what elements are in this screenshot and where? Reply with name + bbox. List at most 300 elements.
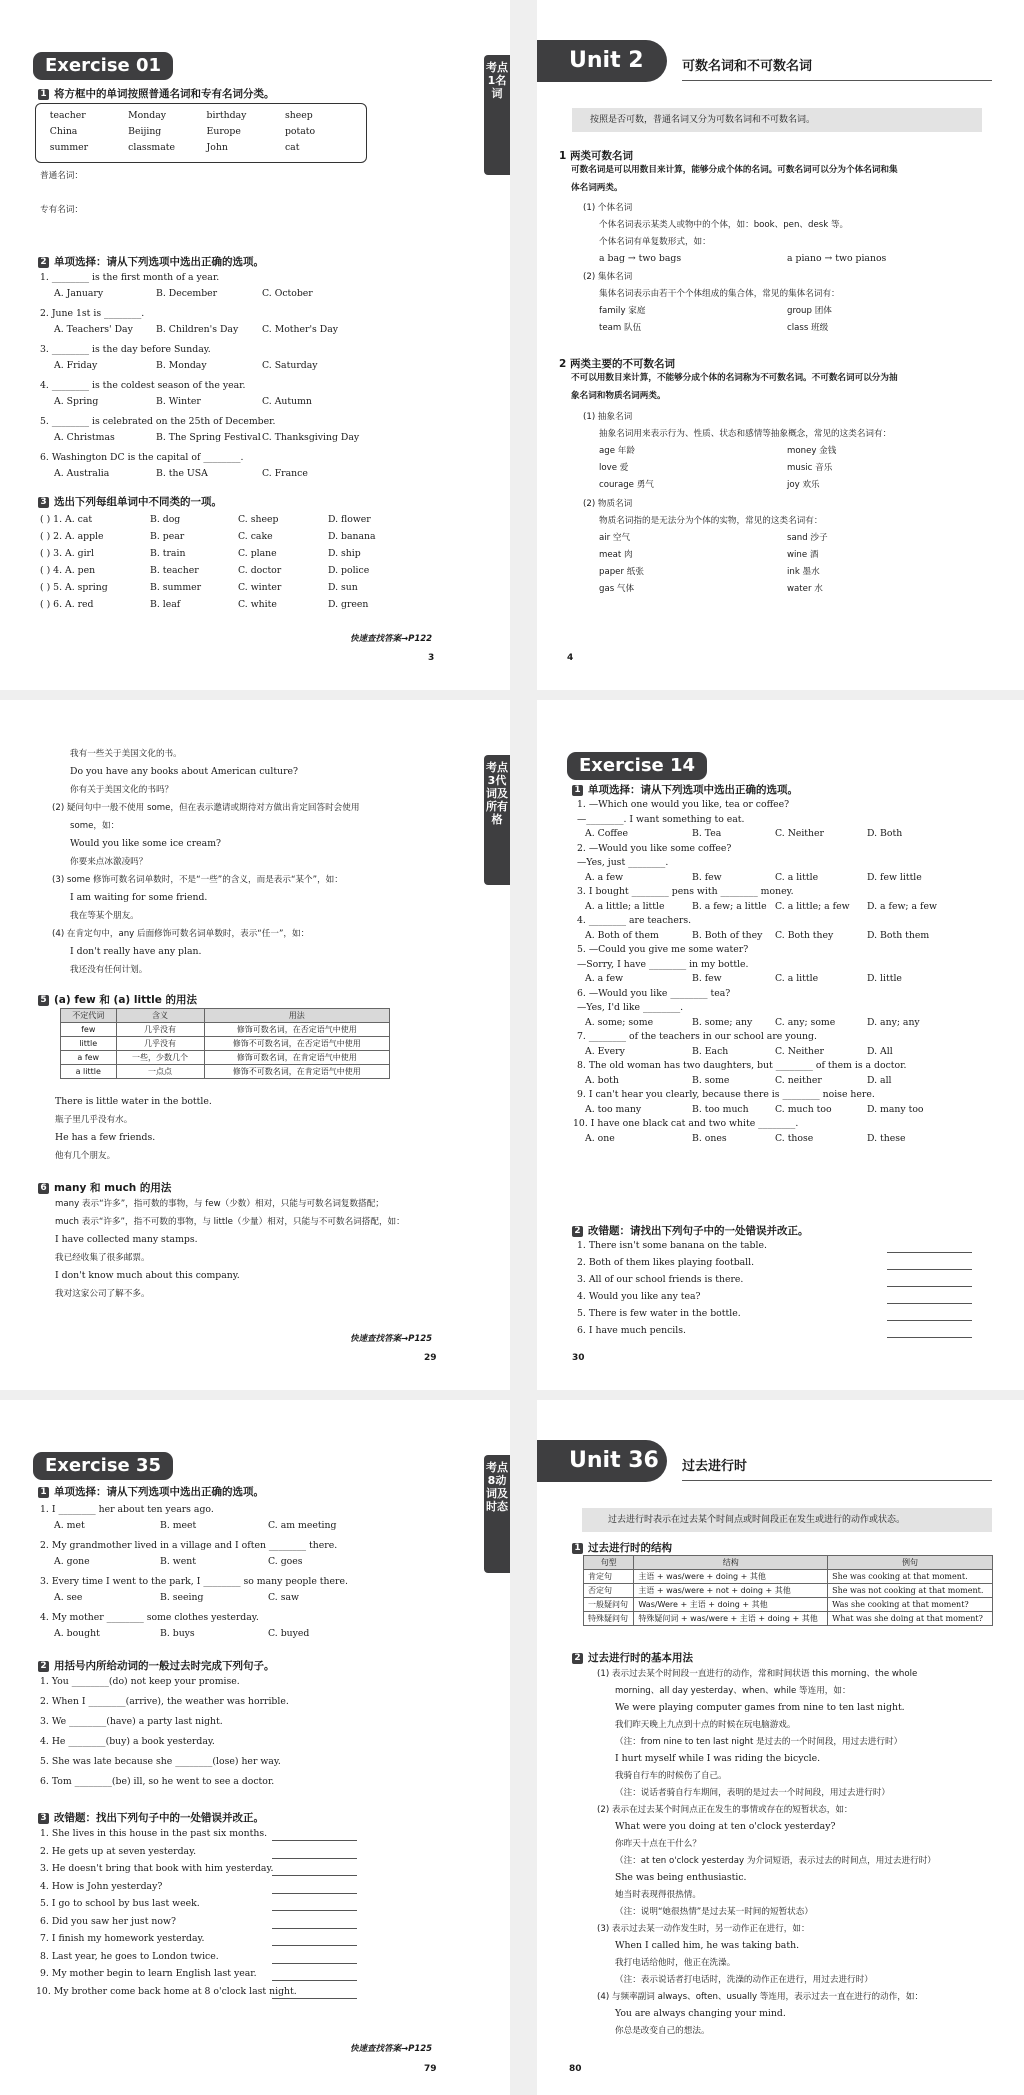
page-exercise-35	[0, 1400, 510, 2095]
answer-option: A. Both of them	[585, 929, 659, 941]
answer-link[interactable]: 快速查找答案→P125	[350, 2044, 433, 2054]
error-sentence: 3. He doesn't bring that book with him yesterday.	[40, 1863, 274, 1874]
odd-option: ( ) 6. A. red	[40, 599, 94, 610]
answer-option: C. a little	[775, 973, 819, 984]
chapter-tab: 考点8动词及时态	[484, 1455, 510, 1573]
answer-option: A. January	[54, 288, 104, 299]
answer-option: D. many too	[867, 1103, 924, 1115]
word-cell: China	[49, 126, 78, 137]
text-line: （注：说明“她很热情”是过去某一时间的短暂状态）	[615, 1907, 813, 1917]
table-cell: a few	[61, 1051, 117, 1065]
odd-option: D. police	[328, 565, 370, 576]
table-cell: Was she cooking at that moment?	[828, 1598, 993, 1612]
example-line: He has a few friends.	[55, 1132, 156, 1143]
question-stem: —Yes, just ________.	[577, 857, 669, 868]
page-29	[0, 700, 510, 1390]
example-term: wine 酒	[787, 550, 819, 560]
answer-option: B. December	[156, 288, 218, 299]
example-term: family 家庭	[599, 306, 646, 316]
question-stem: —Sorry, I have ________ in my bottle.	[577, 958, 749, 970]
fill-sentence: 1. You ________(do) not keep your promise.	[40, 1676, 240, 1687]
example-term: gas 气体	[599, 584, 635, 594]
odd-option: B. summer	[150, 582, 202, 593]
table-header-cell: 不定代词	[61, 1009, 117, 1023]
answer-option: D. few little	[867, 871, 922, 883]
page-number: 29	[424, 1353, 437, 1363]
text-line: 我已经收集了很多邮票。	[55, 1253, 150, 1263]
text-line: （注：说话者骑自行车期间，表明的是过去一个时间段，用过去进行时）	[615, 1788, 891, 1798]
answer-option: A. Coffee	[585, 828, 628, 839]
unit-title: 过去进行时	[682, 1459, 748, 1474]
answer-option: B. Winter	[156, 396, 201, 407]
table-cell: She was cooking at that moment.	[828, 1570, 993, 1584]
error-sentence: 10. My brother come back home at 8 o'clock last night.	[36, 1985, 297, 1997]
example-term: meat 肉	[599, 550, 633, 560]
answer-option: B. few	[692, 973, 722, 984]
example-term: courage 勇气	[599, 480, 654, 490]
odd-option: ( ) 2. A. apple	[40, 531, 104, 542]
odd-option: D. flower	[328, 514, 371, 525]
example-line: There is little water in the bottle.	[55, 1096, 212, 1107]
answer-option: B. The Spring Festival	[156, 432, 261, 443]
table-header-cell: 例句	[828, 1556, 993, 1570]
answer-option: A. gone	[54, 1556, 90, 1567]
answer-line[interactable]	[887, 1269, 972, 1270]
section-1-heading: 1 将方框中的单词按照普通名词和专有名词分类。	[38, 86, 275, 101]
word-cell: potato	[284, 126, 316, 137]
answer-option: A. met	[54, 1520, 85, 1531]
odd-option: C. sheep	[238, 514, 279, 525]
usage-heading: (3) 表示过去某一动作发生时，另一动作正在进行，如：	[597, 1924, 810, 1934]
text-line: What were you doing at ten o'clock yesterday?	[615, 1821, 836, 1832]
example-term: paper 纸张	[599, 567, 644, 577]
text-line: （注：at ten o'clock yesterday 为介词短语，表示过去的时间点，用过去进行时）	[615, 1856, 936, 1866]
answer-option: C. Thanksgiving Day	[262, 432, 360, 443]
answer-option: B. buys	[160, 1628, 195, 1639]
example-term: music 音乐	[787, 463, 833, 473]
text-line: 个体名词有单复数形式，如：	[599, 237, 711, 247]
text-line: Would you like some ice cream?	[70, 838, 221, 849]
answer-option: C. those	[775, 1132, 814, 1144]
answer-option: C. Neither	[775, 1045, 824, 1057]
question-stem: 1. I ________ her about ten years ago.	[40, 1504, 214, 1515]
definition-line: 可数名词是可以用数目来计算，能够分成个体的名词。可数名词可以分为个体名词和集	[571, 165, 898, 175]
answer-option: B. some	[692, 1074, 730, 1086]
example-term: sand 沙子	[787, 533, 828, 543]
error-sentence: 4. How is John yesterday?	[40, 1880, 163, 1892]
answer-link[interactable]: 快速查找答案→P125	[350, 1334, 433, 1344]
answer-line[interactable]	[272, 1998, 357, 1999]
text-line: I hurt myself while I was riding the bicycle.	[615, 1753, 821, 1764]
example-term: team 队伍	[599, 323, 642, 333]
answer-option: C. buyed	[268, 1628, 310, 1639]
answer-option: B. Children's Day	[156, 324, 239, 335]
question-stem: 6. Washington DC is the capital of ________.	[40, 452, 244, 463]
answer-option: D. any; any	[867, 1016, 920, 1028]
answer-option: C. much too	[775, 1103, 832, 1115]
answer-line[interactable]	[272, 1910, 357, 1911]
answer-line[interactable]	[272, 1945, 357, 1946]
answer-option: C. Both they	[775, 929, 834, 941]
answer-option: A. bought	[54, 1628, 100, 1639]
question-stem: 5. —Could you give me some water?	[577, 944, 749, 955]
table-cell: 特殊疑问词 + was/were + 主语 + doing + 其他	[634, 1612, 828, 1626]
text-line: many 表示“许多”，指可数的事物，与 few（少数）相对，只能与可数名词复数搭配；	[55, 1199, 384, 1209]
usage-table	[60, 1008, 390, 1079]
answer-link[interactable]: 快速查找答案→P122	[350, 634, 433, 644]
odd-option: ( ) 4. A. pen	[40, 565, 96, 576]
answer-option: A. too many	[585, 1103, 642, 1115]
odd-option: C. plane	[238, 548, 277, 559]
answer-line[interactable]	[887, 1286, 972, 1287]
answer-option: C. Neither	[775, 828, 824, 839]
word-cell: John	[206, 142, 228, 153]
question-stem: 6. —Would you like ________ tea?	[577, 987, 731, 999]
question-stem: 5. ________ is celebrated on the 25th of December.	[40, 416, 276, 427]
text-line: I am waiting for some friend.	[70, 892, 208, 903]
text-line: （注：表示说话者打电话时，洗澡的动作正在进行，用过去进行时）	[615, 1975, 873, 1985]
title-underline	[682, 80, 992, 81]
unit-number: Unit 2	[537, 40, 667, 82]
text-line: 集体名词表示由若干个个体组成的集合体，常见的集体名词有：	[599, 289, 840, 299]
table-cell: 一些，少数几个	[116, 1051, 204, 1065]
answer-option: B. few	[692, 871, 722, 883]
error-sentence: 8. Last year, he goes to London twice.	[40, 1950, 219, 1962]
exercise-badge: Exercise 14	[567, 752, 707, 780]
exercise-badge: Exercise 01	[33, 52, 173, 80]
example-line: 他有几个朋友。	[55, 1151, 116, 1161]
question-stem: 8. The old woman has two daughters, but ________ of them is a doctor.	[577, 1060, 907, 1071]
usage-heading: (4) 与频率副词 always、often、usually 等连用，表示过去一直在进行的动作，如：	[597, 1992, 924, 2002]
usage-heading: (1) 表示过去某个时间段一直进行的动作，常和时间状语 this morning、the whole	[597, 1669, 918, 1679]
answer-option: D. little	[867, 973, 902, 984]
section-2-heading: 2 两类主要的不可数名词	[559, 358, 675, 370]
section-1-heading: 1 两类可数名词	[559, 150, 633, 162]
text-line: 我有一些关于美国文化的书。	[70, 749, 182, 759]
common-noun-label: 普通名词：	[40, 171, 83, 181]
text-line: 你要来点冰激凌吗？	[70, 857, 148, 867]
text-line: 我对这家公司了解不多。	[55, 1289, 150, 1299]
example-term: age 年龄	[599, 446, 635, 456]
answer-line[interactable]	[272, 1893, 357, 1894]
section-3-heading: 3 选出下列每组单词中不同类的一项。	[38, 494, 222, 509]
answer-option: A. Australia	[54, 468, 110, 479]
text-line: She was being enthusiastic.	[615, 1872, 747, 1883]
answer-option: B. Each	[692, 1045, 729, 1057]
definition-line: 体名词两类。	[571, 183, 623, 193]
odd-option: B. train	[150, 548, 186, 559]
text-line: We were playing computer games from nine to ten last night.	[615, 1702, 905, 1713]
error-sentence: 6. Did you saw her just now?	[40, 1915, 176, 1927]
question-stem: 4. My mother ________ some clothes yesterday.	[40, 1612, 259, 1623]
table-cell: 主语 + was/were + doing + 其他	[634, 1570, 828, 1584]
text-line: When I called him, he was taking bath.	[615, 1940, 800, 1951]
text-line: morning、all day yesterday、when、while 等连用，如：	[615, 1686, 851, 1696]
text-line: 我在等某个朋友。	[70, 911, 139, 921]
answer-option: B. Both of they	[692, 929, 763, 941]
odd-option: C. white	[238, 599, 277, 610]
page-number: 4	[567, 653, 574, 663]
subheading: (2) 物质名词	[583, 499, 633, 509]
answer-option: D. all	[867, 1074, 892, 1086]
example-term: air 空气	[599, 533, 631, 543]
section-1-heading: 1 单项选择：请从下列选项中选出正确的选项。	[572, 782, 798, 797]
table-cell: few	[61, 1023, 117, 1037]
word-cell: Europe	[206, 126, 241, 137]
section-2-heading: 2 过去进行时的基本用法	[572, 1650, 693, 1665]
answer-option: D. Both them	[867, 929, 930, 941]
question-stem: 7. ________ of the teachers in our school are young.	[577, 1031, 817, 1042]
chapter-tab: 考点3代词及所有格	[484, 755, 510, 885]
text-line: some，如：	[70, 821, 120, 831]
odd-option: D. sun	[328, 582, 358, 593]
error-sentence: 9. My mother begin to learn English last year.	[40, 1968, 257, 1979]
example: a piano → two pianos	[787, 253, 887, 264]
text-line: I don't really have any plan.	[70, 946, 202, 957]
fill-sentence: 4. He ________(buy) a book yesterday.	[40, 1736, 215, 1747]
table-cell: 几乎没有	[116, 1023, 204, 1037]
example-term: money 金钱	[787, 446, 837, 456]
answer-option: D. Both	[867, 828, 903, 839]
fill-sentence: 6. Tom ________(be) ill, so he went to see a doctor.	[40, 1776, 275, 1787]
answer-option: A. Christmas	[54, 432, 115, 443]
answer-option: A. a few	[585, 871, 624, 883]
answer-line[interactable]	[887, 1252, 972, 1253]
table-cell: What was she doing at that moment?	[828, 1612, 993, 1626]
answer-option: D. a few; a few	[867, 900, 937, 912]
table-cell: 肯定句	[584, 1570, 634, 1584]
intro-box: 过去进行时表示在过去某个时间点或时间段正在发生或进行的动作或状态。	[582, 1508, 992, 1532]
structure-table	[583, 1555, 993, 1626]
table-cell: 修饰不可数名词，在肯定语气中使用	[204, 1065, 390, 1079]
answer-line[interactable]	[887, 1303, 972, 1304]
word-cell: teacher	[49, 110, 86, 121]
error-sentence: 2. He gets up at seven yesterday.	[40, 1845, 197, 1857]
table-header-cell: 含义	[116, 1009, 204, 1023]
table-cell: little	[61, 1037, 117, 1051]
page-exercise-14	[537, 700, 1024, 1390]
section-2-heading: 2 单项选择：请从下列选项中选出正确的选项。	[38, 254, 264, 269]
answer-option: C. am meeting	[268, 1520, 337, 1531]
answer-option: A. a few	[585, 973, 624, 984]
table-cell: 修饰不可数名词，在否定语气中使用	[204, 1037, 390, 1051]
answer-option: B. went	[160, 1556, 196, 1567]
answer-option: C. any; some	[775, 1016, 836, 1028]
text-line: much 表示“许多”，指不可数的事物，与 little（少量）相对，只能与不可数名词搭配，如：	[55, 1217, 405, 1227]
subheading: (1) 个体名词	[583, 203, 633, 213]
error-sentence: 1. There isn't some banana on the table.	[577, 1240, 767, 1251]
text-line: （注：from nine to ten last night 是过去的一个时间段，用过去进行时）	[615, 1737, 903, 1747]
example-term: joy 欢乐	[787, 480, 820, 490]
text-line: I don't know much about this company.	[55, 1270, 240, 1281]
answer-option: B. Tea	[692, 828, 722, 839]
answer-option: A. some; some	[585, 1016, 654, 1028]
answer-option: C. Mother's Day	[262, 324, 339, 335]
answer-option: A. both	[585, 1074, 619, 1086]
odd-option: D. green	[328, 599, 369, 610]
page-number: 30	[572, 1353, 585, 1363]
page-exercise-01	[0, 0, 510, 690]
page-unit-36	[537, 1400, 1024, 2095]
section-1-heading: 1 单项选择：请从下列选项中选出正确的选项。	[38, 1484, 264, 1499]
answer-line[interactable]	[887, 1337, 972, 1338]
question-stem: 1. ________ is the first month of a year.	[40, 272, 220, 283]
answer-option: B. a few; a little	[692, 900, 767, 912]
word-cell: cat	[284, 142, 300, 153]
page-number: 3	[428, 653, 435, 663]
chapter-tab: 考点1名词	[484, 55, 510, 175]
answer-line[interactable]	[272, 1840, 357, 1841]
page-number: 80	[569, 2064, 582, 2074]
question-stem: 2. June 1st is ________.	[40, 308, 145, 319]
answer-line[interactable]	[272, 1980, 357, 1981]
odd-option: C. cake	[238, 531, 273, 542]
question-stem: 3. I bought ________ pens with ________ money.	[577, 886, 794, 897]
table-header-cell: 结构	[634, 1556, 828, 1570]
word-cell: Monday	[128, 110, 167, 121]
fill-sentence: 2. When I ________(arrive), the weather was horrible.	[40, 1696, 289, 1707]
text-line: (4) 在肯定句中，any 后面修饰可数名词单数时，表示“任一”，如：	[52, 929, 310, 939]
text-line: 我还没有任何计划。	[70, 965, 148, 975]
page-unit-2	[537, 0, 1024, 690]
text-line: You are always changing your mind.	[615, 2008, 786, 2019]
table-cell: 主语 + was/were + not + doing + 其他	[634, 1584, 828, 1598]
answer-option: C. saw	[268, 1592, 299, 1603]
question-stem: —________. I want something to eat.	[577, 813, 745, 825]
subheading: (2) 集体名词	[583, 272, 633, 282]
odd-option: ( ) 3. A. girl	[40, 548, 94, 559]
error-sentence: 4. Would you like any tea?	[577, 1291, 701, 1302]
text-line: (2) 疑问句中一般不使用 some，但在表示邀请或期待对方做出肯定回答时会使用	[52, 803, 360, 813]
table-cell: 特殊疑问句	[584, 1612, 634, 1626]
word-cell: summer	[49, 142, 89, 153]
odd-option: B. dog	[150, 514, 181, 525]
word-cell: birthday	[206, 110, 247, 121]
table-cell: 修饰可数名词，在肯定语气中使用	[204, 1051, 390, 1065]
answer-option: A. Spring	[54, 396, 99, 407]
error-sentence: 3. All of our school friends is there.	[577, 1274, 744, 1285]
error-sentence: 5. There is few water in the bottle.	[577, 1308, 741, 1319]
odd-option: B. pear	[150, 531, 185, 542]
table-cell: Was/Were + 主语 + doing + 其他	[634, 1598, 828, 1612]
table-cell: 几乎没有	[116, 1037, 204, 1051]
text-line: 我们昨天晚上九点到十点的时候在玩电脑游戏。	[615, 1720, 796, 1730]
question-stem: 10. I have one black cat and two white ________.	[573, 1118, 799, 1129]
answer-option: B. seeing	[160, 1592, 204, 1603]
answer-option: D. All	[867, 1045, 893, 1057]
table-cell: 一般疑问句	[584, 1598, 634, 1612]
word-cell: classmate	[128, 142, 176, 153]
answer-option: A. Every	[585, 1045, 625, 1057]
example-term: ink 墨水	[787, 567, 820, 577]
answer-option: A. see	[54, 1592, 83, 1603]
table-header-cell: 句型	[584, 1556, 634, 1570]
odd-option: ( ) 1. A. cat	[40, 514, 93, 525]
answer-option: A. Friday	[54, 360, 98, 371]
error-sentence: 6. I have much pencils.	[577, 1325, 686, 1336]
table-cell: She was not cooking at that moment.	[828, 1584, 993, 1598]
fill-sentence: 5. She was late because she ________(lose) her way.	[40, 1756, 281, 1767]
question-stem: 2. —Would you like some coffee?	[577, 842, 732, 854]
text-line: 抽象名词用来表示行为、性质、状态和感情等抽象概念，常见的这类名词有：	[599, 429, 892, 439]
exercise-badge: Exercise 35	[33, 1452, 173, 1480]
answer-option: B. ones	[692, 1132, 727, 1144]
odd-option: C. doctor	[238, 565, 282, 576]
text-line: 她当时表现得很热情。	[615, 1890, 701, 1900]
table-cell: 修饰可数名词，在否定语气中使用	[204, 1023, 390, 1037]
text-line: Do you have any books about American culture?	[70, 766, 299, 777]
question-stem: 4. ________ are teachers.	[577, 915, 692, 926]
question-stem: 4. ________ is the coldest season of the year.	[40, 380, 246, 391]
example: a bag → two bags	[599, 253, 682, 264]
example-term: love 爱	[599, 463, 629, 473]
text-line: 你昨天十点在干什么？	[615, 1839, 701, 1849]
odd-option: D. ship	[328, 548, 361, 559]
answer-option: A. one	[585, 1132, 615, 1144]
odd-option: B. leaf	[150, 599, 181, 610]
answer-option: B. Monday	[156, 360, 207, 371]
answer-option: B. some; any	[692, 1016, 753, 1028]
text-line: 我骑自行车的时候伤了自己。	[615, 1771, 727, 1781]
answer-line[interactable]	[272, 1928, 357, 1929]
answer-option: B. the USA	[156, 468, 208, 479]
question-stem: 1. —Which one would you like, tea or coffee?	[577, 799, 790, 810]
definition-line: 不可以用数目来计算，不能够分成个体的名词称为不可数名词。不可数名词可以分为抽	[571, 373, 898, 383]
answer-option: C. France	[262, 468, 308, 479]
error-sentence: 7. I finish my homework yesterday.	[40, 1933, 205, 1944]
example-line: 瓶子里几乎没有水。	[55, 1115, 133, 1125]
answer-option: C. neither	[775, 1074, 822, 1086]
question-stem: 3. Every time I went to the park, I ________ so many people there.	[40, 1576, 348, 1587]
word-cell: Beijing	[128, 126, 162, 137]
text-line: (3) some 修饰可数名词单数时，不是“一些”的含义，而是表示“某个”，如：	[52, 875, 343, 885]
answer-option: D. these	[867, 1132, 906, 1144]
answer-option: C. goes	[268, 1556, 303, 1567]
title-underline	[682, 1480, 992, 1481]
proper-noun-label: 专有名词：	[40, 205, 83, 215]
question-stem: 2. My grandmother lived in a village and I often ________ there.	[40, 1540, 338, 1551]
odd-option: B. teacher	[150, 565, 199, 576]
answer-line[interactable]	[272, 1963, 357, 1964]
definition-line: 象名词和物质名词两类。	[571, 391, 666, 401]
answer-option: C. Saturday	[262, 360, 318, 371]
example-term: class 班级	[787, 323, 829, 333]
odd-option: C. winter	[238, 582, 282, 593]
error-sentence: 2. Both of them likes playing football.	[577, 1257, 755, 1268]
intro-box: 按照是否可数，普通名词又分为可数名词和不可数名词。	[572, 108, 982, 132]
example-term: water 水	[787, 584, 823, 594]
text-line: 你有关于美国文化的书吗？	[70, 785, 174, 795]
word-cell: sheep	[284, 110, 313, 121]
odd-option: D. banana	[328, 531, 376, 542]
question-stem: —Yes, I'd like ________.	[577, 1002, 684, 1013]
text-line: 你总是改变自己的想法。	[615, 2026, 710, 2036]
table-cell: a little	[61, 1065, 117, 1079]
answer-line[interactable]	[272, 1875, 357, 1876]
odd-option: ( ) 5. A. spring	[40, 582, 108, 593]
example-term: group 团体	[787, 306, 832, 316]
unit-title: 可数名词和不可数名词	[682, 59, 813, 74]
section-2-heading: 2 改错题：请找出下列句子中的一处错误并改正。	[572, 1223, 809, 1238]
answer-line[interactable]	[887, 1320, 972, 1321]
answer-option: A. Teachers' Day	[54, 324, 133, 335]
question-stem: 3. ________ is the day before Sunday.	[40, 344, 211, 355]
answer-line[interactable]	[272, 1858, 357, 1859]
fill-sentence: 3. We ________(have) a party last night.	[40, 1716, 223, 1727]
answer-option: C. Autumn	[262, 396, 312, 407]
subheading: (1) 抽象名词	[583, 412, 633, 422]
page-number: 79	[424, 2064, 437, 2074]
